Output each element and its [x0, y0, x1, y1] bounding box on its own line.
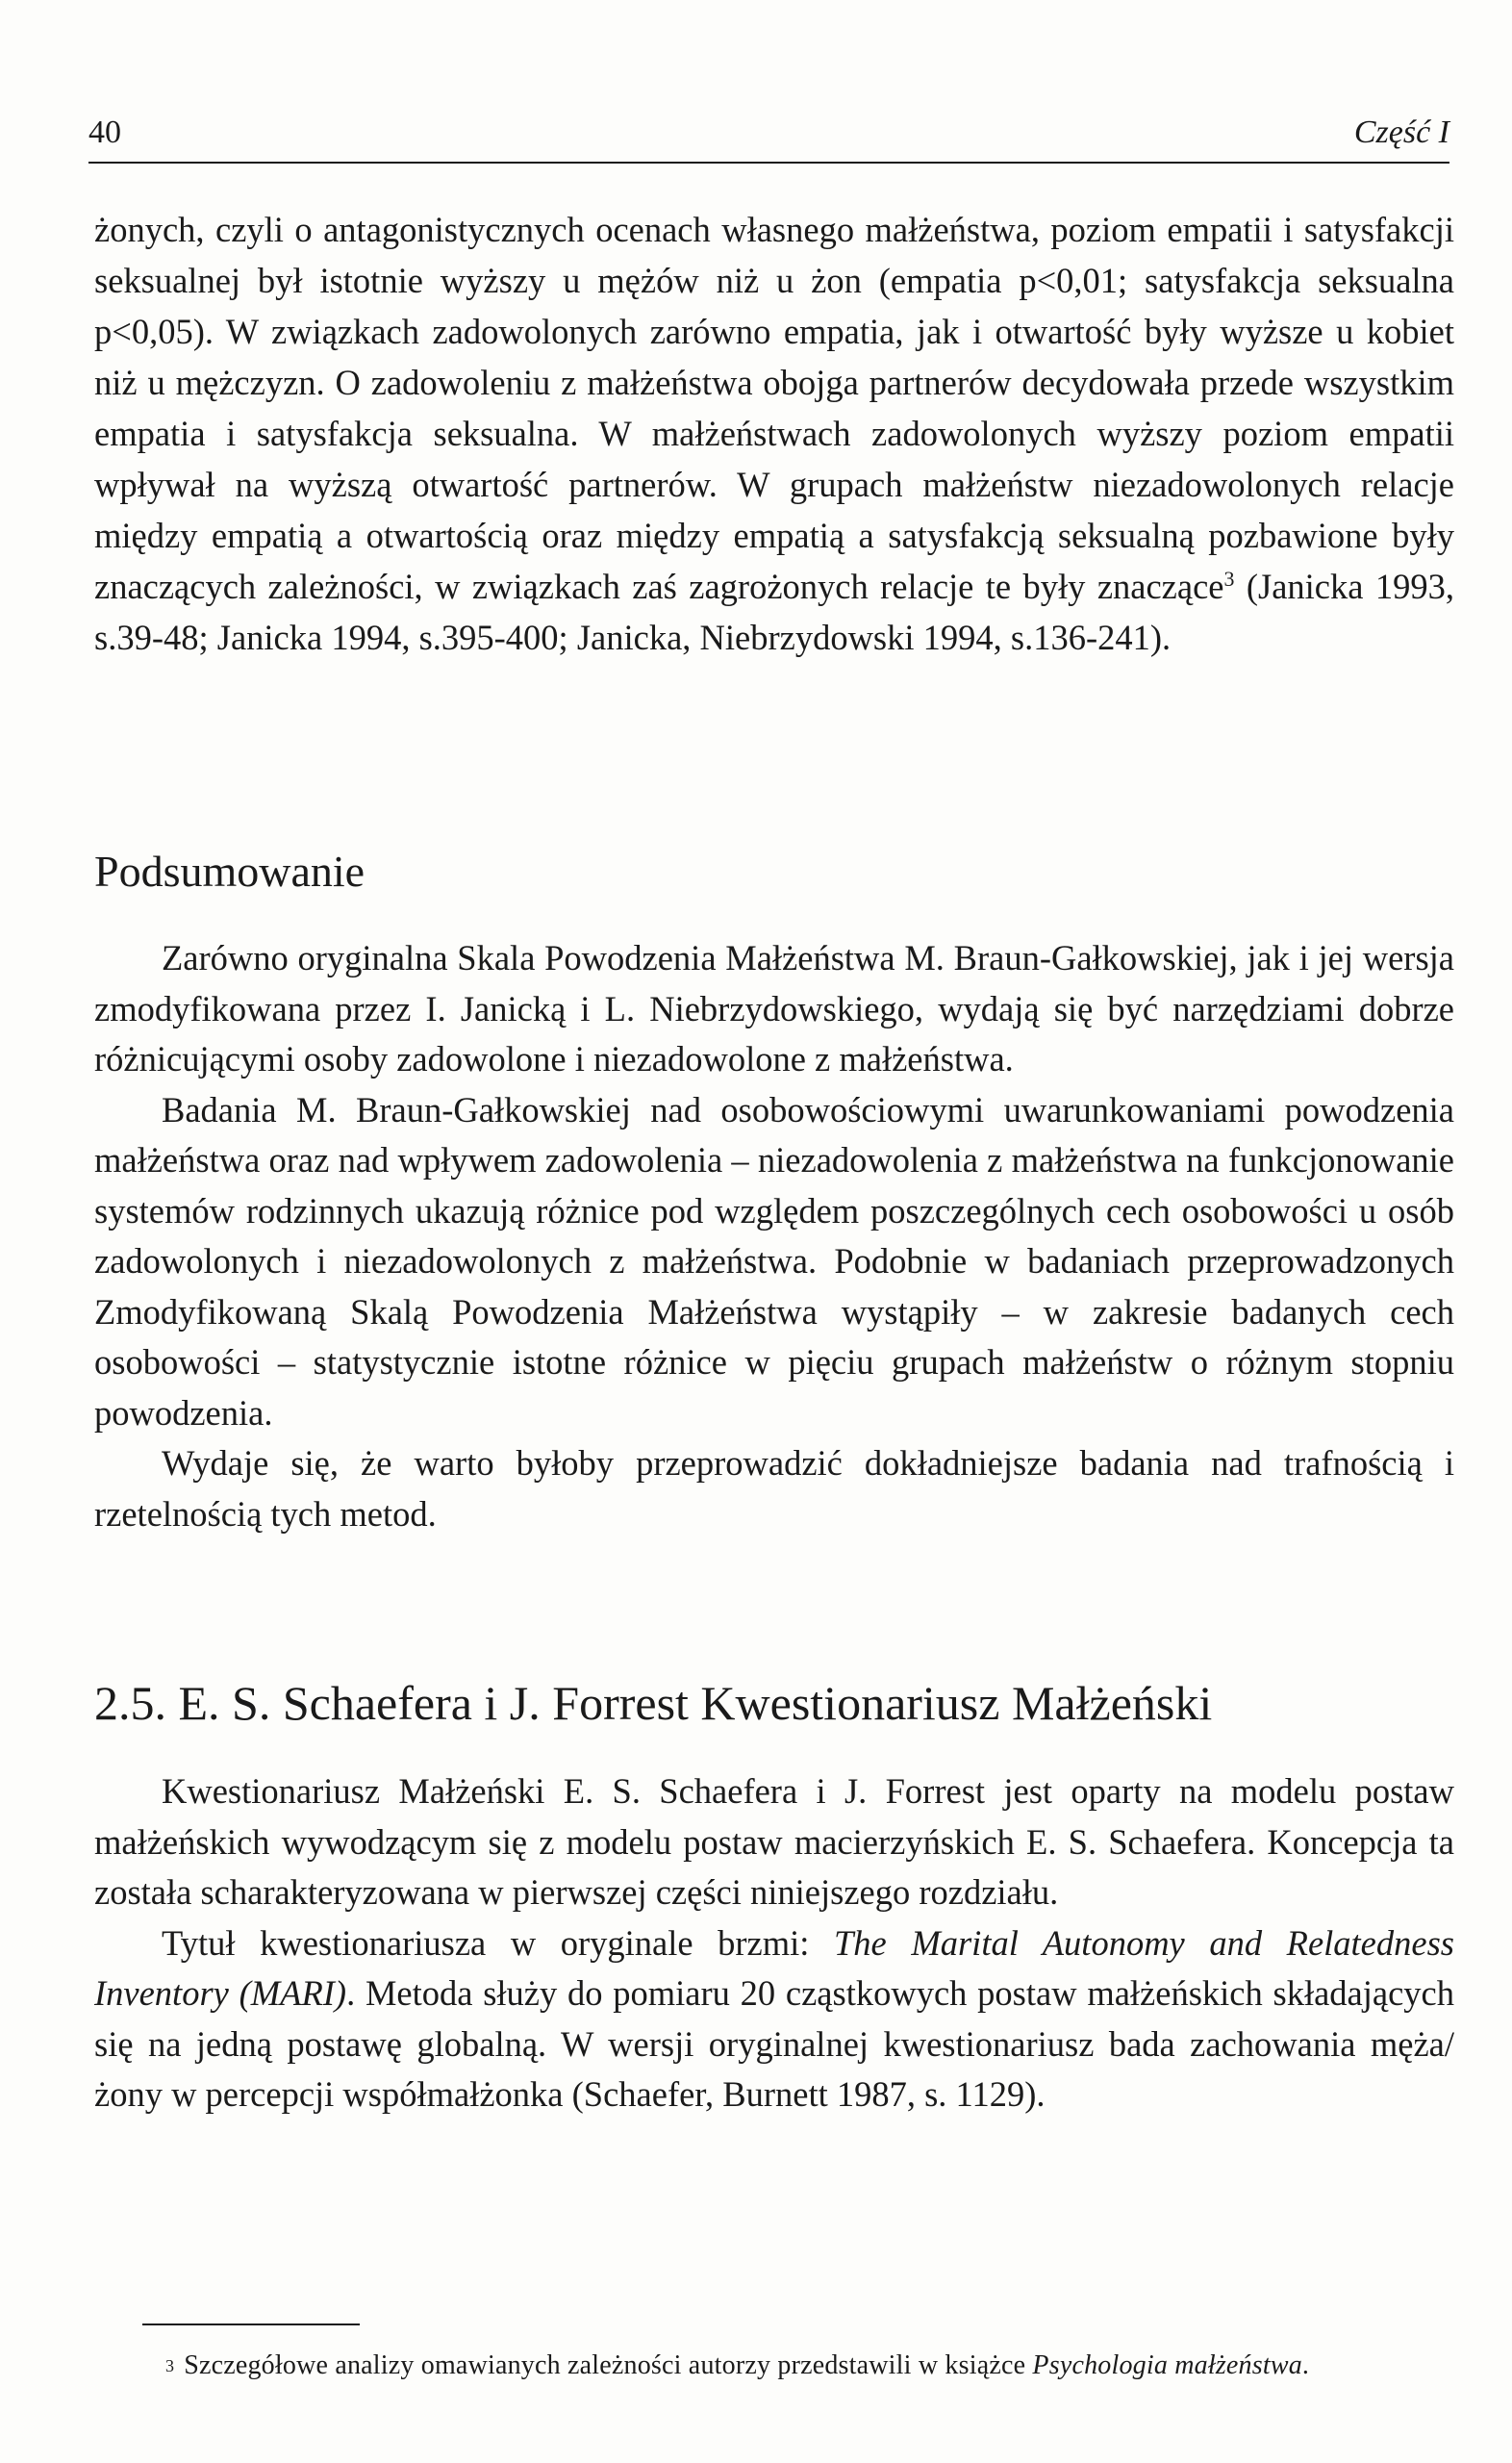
paragraph-main-text: żonych, czyli o antagonistycznych ocenach własnego małżeństwa, poziom empatii i satysfakcji seksualnej był istotnie wyższy u mężów niż u żon (empatia p<0,01; satysfakcja seksualna p<0,05). W związkach zadowolonych zarówno empatia, jak i otwartość były wyższe u kobiet niż u mężczyzn. O zadowoleniu z małżeństwa obojga partnerów decydowała przede wszystkim empatia i satysfakcja seksualna. W małżeństwach zadowolonych wyższy poziom empatii wpływał na wyższą otwartość partnerów. W grupach małżeństw niezadowolonych relacje między empatią a otwartością oraz między empatią a satysfakcją seksualną pozbawione były znaczących zależności, w związkach zaś zagrożonych relacje te były znaczące [94, 210, 1454, 606]
footnote-reference: 3 [1223, 566, 1235, 591]
questionnaire-section [94, 1766, 1454, 2120]
footnote-text: Szczegółowe analizy omawianych zależności autorzy przedstawili w książce [184, 2350, 1033, 2380]
section-paragraph-1: Kwestionariusz Małżeński E. S. Schaefera i J. Forrest jest oparty na modelu postaw małżeńskich wywodzącym się z modelu postaw macierzyńskich E. S. Schaefera. Koncepcja ta została scharakteryzowana w pierwszej części niniejszego rozdziału. [94, 1771, 1454, 1912]
summary-paragraph-1: Zarówno oryginalna Skala Powodzenia Małżeństwa M. Braun-Gałkowskiej, jak i jej wersja zmodyfikowana przez I. Janicką i L. Niebrzydowskiego, wydają się być narzędziami dobrze różnicującymi osoby zadowolone i niezadowolone z małżeństwa. [94, 938, 1454, 1079]
section-paragraph-2-start: Tytuł kwestionariusza w oryginale brzmi: [162, 1922, 834, 1963]
section-paragraph-2 [94, 1918, 1454, 2120]
opening-paragraph [94, 204, 1454, 663]
section-heading: 2.5. E. S. Schaefera i J. Forrest Kwestionariusz Małżeński [94, 1676, 1213, 1730]
original-title: The Marital Autonomy and Relatedness Inventory (MARI) [94, 1922, 1454, 2013]
page-number: 40 [88, 114, 121, 150]
paragraph-text [94, 204, 1454, 663]
summary-heading: Podsumowanie [94, 847, 365, 896]
footnote [165, 2348, 1454, 2384]
summary-paragraph-3: Wydaje się, że warto byłoby przeprowadzić dokładniejsze badania nad trafnością i rzetelnością tych metod. [94, 1443, 1454, 1534]
paragraph-citation-text: (Janicka 1993, s.39-48; Janicka 1994, s.395-400; Janicka, Niebrzydowski 1994, s.136-241). [94, 567, 1454, 657]
footnote-period: . [1301, 2350, 1310, 2380]
summary-paragraph-2: Badania M. Braun-Gałkowskiej nad osobowościowymi uwarunkowaniami powodzenia małżeństwa oraz nad wpływem zadowolenia – niezadowolenia z małżeństwa na funkcjonowanie systemów rodzinnych ukazują różnice pod względem poszczególnych cech osobowości u osób zadowolonych i niezadowolonych z małżeństwa. Podobnie w badaniach przeprowadzonych Zmodyfikowaną Skalą Powodzenia Małżeństwa wystąpiły – w zakresie badanych cech osobowości – statystycznie istotne różnice w pięciu grupach małżeństw o różnym stopniu powodzenia. [94, 1089, 1454, 1433]
summary-section [94, 933, 1454, 1539]
running-head: Część I [1353, 114, 1449, 150]
section-paragraph-2-end: . Metoda służy do pomiaru 20 cząstkowych postaw małżeńskich składających się na jedną postawę globalną. W wersji oryginalnej kwestionariusz bada zachowania męża/żony w percepcji współmałżonka (Schaefer, Burnett 1987, s. 1129). [94, 1973, 1455, 2114]
page-header [88, 106, 1449, 164]
footnote-separator [142, 2323, 360, 2325]
footnote-number: 3 [165, 2356, 175, 2375]
footnote-book-title: Psychologia małżeństwa [1032, 2350, 1302, 2380]
